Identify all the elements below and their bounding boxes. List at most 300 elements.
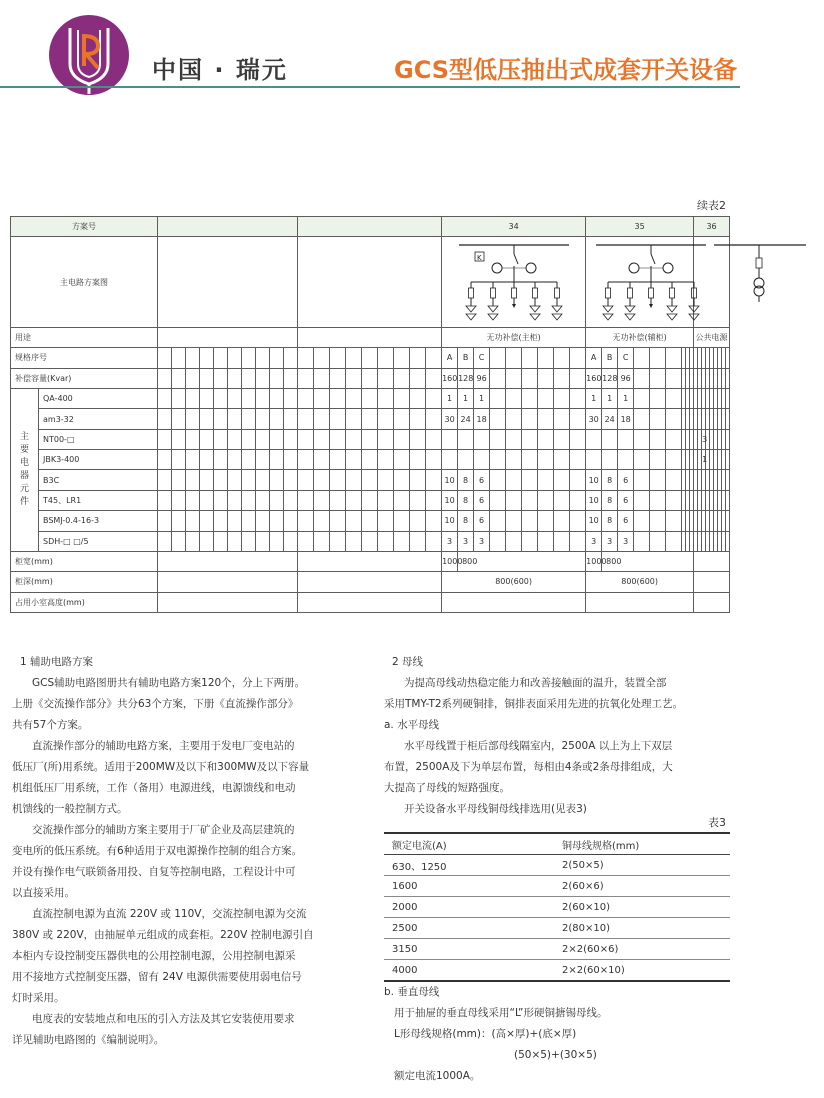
- empty-cell: [228, 389, 242, 409]
- empty-cell: [256, 450, 270, 470]
- empty-cell: [570, 429, 586, 449]
- empty-cell: [725, 490, 729, 510]
- value-cell: 6: [474, 470, 490, 490]
- table-row: [384, 960, 730, 982]
- empty-cell: [330, 409, 346, 429]
- width-value: 800: [602, 551, 694, 571]
- empty-cell: [298, 531, 314, 551]
- value-cell: 160: [442, 368, 458, 388]
- empty-cell: [314, 348, 330, 368]
- empty-cell: [158, 368, 172, 388]
- empty-cell: [725, 511, 729, 531]
- empty-cell: [378, 531, 394, 551]
- rated-current-cell: 2000: [384, 897, 562, 918]
- value-cell: 24: [602, 409, 618, 429]
- empty-cell: [506, 348, 522, 368]
- empty-cell: [200, 368, 214, 388]
- usage-cell: 无功补偿(辅柜): [586, 327, 694, 347]
- empty-cell: [522, 470, 538, 490]
- value-cell: 1: [586, 389, 602, 409]
- depth-row: [11, 572, 730, 592]
- empty-cell: [650, 470, 666, 490]
- text-line: 380V 或 220V，由抽屉单元组成的成套柜。220V 控制电源引自: [12, 929, 314, 941]
- empty-cell: [214, 348, 228, 368]
- empty-cell: [506, 531, 522, 551]
- empty-cell: [346, 348, 362, 368]
- empty-cell: [554, 429, 570, 449]
- empty-cell: [242, 490, 256, 510]
- empty-cell: [298, 450, 314, 470]
- empty-cell: [725, 450, 729, 470]
- text-line: 直流控制电源为直流 220V 或 110V，交流控制电源为交流: [32, 908, 307, 920]
- empty-cell: [586, 592, 694, 612]
- empty-cell: [298, 368, 314, 388]
- value-cell: 6: [618, 511, 634, 531]
- empty-cell: [426, 511, 442, 531]
- empty-cell: [570, 511, 586, 531]
- empty-cell: [666, 348, 682, 368]
- empty-cell: [242, 368, 256, 388]
- empty-cell: [200, 470, 214, 490]
- empty-cell: [314, 429, 330, 449]
- spec-no-label: 规格序号: [11, 348, 158, 368]
- empty-cell: [570, 389, 586, 409]
- empty-cell: [314, 409, 330, 429]
- empty-cell: [554, 511, 570, 531]
- empty-cell: [522, 389, 538, 409]
- empty-cell: [538, 429, 554, 449]
- value-cell: 18: [474, 409, 490, 429]
- empty-cell: [522, 348, 538, 368]
- value-cell: [602, 429, 618, 449]
- empty-cell: [298, 592, 442, 612]
- empty-cell: [506, 470, 522, 490]
- empty-cell: [186, 450, 200, 470]
- main-components-group-label: 主 要 电 器 元 件: [11, 389, 39, 552]
- empty-cell: [522, 409, 538, 429]
- text-line: 水平母线置于柜后部母线隔室内，2500A 以上为上下双层: [404, 740, 673, 752]
- value-cell: 1: [702, 450, 706, 470]
- empty-cell: [228, 531, 242, 551]
- empty-cell: [200, 429, 214, 449]
- empty-cell: [270, 490, 284, 510]
- value-cell: 30: [586, 409, 602, 429]
- empty-cell: [298, 389, 314, 409]
- text-line: 变电所的低压系统。有6种适用于双电源操作控制的组合方案。: [12, 845, 303, 857]
- empty-cell: [650, 450, 666, 470]
- value-cell: B: [602, 348, 618, 368]
- empty-cell: [186, 511, 200, 531]
- empty-cell: [330, 368, 346, 388]
- empty-cell: [346, 490, 362, 510]
- empty-cell: [186, 389, 200, 409]
- vertical-busbar-body: [384, 1003, 730, 1087]
- empty-cell: [634, 368, 650, 388]
- empty-cell: [270, 470, 284, 490]
- empty-cell: [158, 389, 172, 409]
- empty-cell: [172, 409, 186, 429]
- empty-cell: [490, 470, 506, 490]
- width-value: 1000: [586, 551, 602, 571]
- text-line: GCS辅助电路图册共有辅助电路方案120个，分上下两册。: [32, 677, 306, 689]
- empty-cell: [634, 511, 650, 531]
- main-circuit-row: [11, 237, 730, 328]
- empty-cell: [228, 470, 242, 490]
- empty-cell: [650, 348, 666, 368]
- column-header: 额定电流(A): [384, 833, 562, 855]
- empty-cell: [426, 368, 442, 388]
- value-cell: C: [474, 348, 490, 368]
- value-cell: 8: [458, 511, 474, 531]
- usage-cell: 公共电源: [694, 327, 730, 347]
- value-cell: 1: [442, 389, 458, 409]
- empty-cell: [270, 389, 284, 409]
- empty-cell: [666, 470, 682, 490]
- value-cell: 1: [458, 389, 474, 409]
- value-cell: 10: [442, 511, 458, 531]
- empty-cell: [694, 551, 730, 571]
- value-cell: [458, 450, 474, 470]
- value-cell: 8: [602, 490, 618, 510]
- empty-cell: [570, 409, 586, 429]
- text-line: 额定电流1000A。: [394, 1070, 481, 1082]
- value-cell: 3: [474, 531, 490, 551]
- value-cell: 128: [602, 368, 618, 388]
- empty-cell: [378, 348, 394, 368]
- empty-cell: [634, 429, 650, 449]
- empty-cell: [214, 450, 228, 470]
- empty-cell: [410, 389, 426, 409]
- empty-cell: [522, 429, 538, 449]
- empty-cell: [538, 389, 554, 409]
- value-cell: 8: [458, 490, 474, 510]
- empty-cell: [186, 348, 200, 368]
- empty-cell: [538, 531, 554, 551]
- empty-cell: [725, 409, 729, 429]
- value-cell: 8: [602, 511, 618, 531]
- busbar-spec-table: [384, 832, 730, 982]
- table-row: [384, 855, 730, 876]
- empty-cell: [346, 531, 362, 551]
- empty-cell: [270, 531, 284, 551]
- text-line: 机组低压厂用系统，工作（备用）电源进线，电源馈线和电动: [12, 782, 296, 794]
- empty-cell: [172, 389, 186, 409]
- text-line: 详见辅助电路图的《编制说明》。: [12, 1034, 165, 1046]
- component-name: QA-400: [39, 389, 158, 409]
- empty-cell: [394, 368, 410, 388]
- empty-cell: [298, 327, 442, 347]
- ruiyuan-logo: [48, 14, 130, 96]
- value-cell: 1: [474, 389, 490, 409]
- empty-cell: [284, 368, 298, 388]
- empty-cell: [200, 389, 214, 409]
- empty-cell: [314, 470, 330, 490]
- value-cell: 3: [602, 531, 618, 551]
- empty-cell: [538, 409, 554, 429]
- text-line: 上册《交流操作部分》共分63个方案，下册《直流操作部分》: [12, 698, 299, 710]
- empty-cell: [426, 490, 442, 510]
- empty-cell: [346, 450, 362, 470]
- value-cell: [474, 429, 490, 449]
- empty-cell: [394, 470, 410, 490]
- empty-cell: [394, 490, 410, 510]
- empty-cell: [506, 429, 522, 449]
- empty-cell: [442, 592, 586, 612]
- rated-current-cell: 1600: [384, 876, 562, 897]
- empty-cell: [490, 429, 506, 449]
- value-cell: [442, 429, 458, 449]
- empty-cell: [650, 429, 666, 449]
- empty-cell: [666, 531, 682, 551]
- empty-cell: [214, 511, 228, 531]
- value-cell: 6: [474, 490, 490, 510]
- empty-cell: [158, 551, 298, 571]
- empty-cell: [725, 470, 729, 490]
- empty-cell: [158, 572, 298, 592]
- empty-cell: [298, 511, 314, 531]
- empty-cell: [346, 409, 362, 429]
- empty-cell: [554, 389, 570, 409]
- empty-cell: [506, 450, 522, 470]
- empty-cell: [490, 511, 506, 531]
- empty-cell: [186, 409, 200, 429]
- empty-cell: [256, 531, 270, 551]
- empty-cell: [256, 429, 270, 449]
- empty-cell: [378, 429, 394, 449]
- section-heading: 1 辅助电路方案: [20, 656, 94, 668]
- empty-cell: [298, 551, 442, 571]
- empty-cell: [200, 511, 214, 531]
- empty-cell: [346, 470, 362, 490]
- empty-cell: [256, 348, 270, 368]
- empty-cell: [426, 429, 442, 449]
- empty-cell: [362, 429, 378, 449]
- table-row: [384, 897, 730, 918]
- table3-label: 表3: [708, 816, 726, 829]
- main-circuit-label: 主电路方案图: [11, 237, 158, 328]
- empty-cell: [490, 531, 506, 551]
- empty-cell: [214, 429, 228, 449]
- table-row: [384, 918, 730, 939]
- component-row: [11, 511, 730, 531]
- empty-cell: [634, 409, 650, 429]
- empty-cell: [228, 409, 242, 429]
- empty-cell: [570, 470, 586, 490]
- empty-cell: [346, 368, 362, 388]
- empty-cell: [242, 470, 256, 490]
- empty-cell: [158, 327, 298, 347]
- empty-cell: [200, 531, 214, 551]
- empty-cell: [298, 409, 314, 429]
- empty-cell: [172, 348, 186, 368]
- empty-cell: [426, 389, 442, 409]
- text-line: (50×5)+(30×5): [514, 1049, 597, 1061]
- empty-cell: [666, 389, 682, 409]
- empty-cell: [506, 409, 522, 429]
- empty-cell: [554, 348, 570, 368]
- value-cell: 24: [458, 409, 474, 429]
- empty-cell: [214, 389, 228, 409]
- empty-cell: [634, 531, 650, 551]
- value-cell: 8: [602, 470, 618, 490]
- empty-cell: [330, 389, 346, 409]
- empty-cell: [362, 348, 378, 368]
- value-cell: 3: [442, 531, 458, 551]
- empty-cell: [284, 511, 298, 531]
- busbar-intro: [384, 673, 730, 715]
- auxiliary-circuit-section: [12, 652, 357, 1051]
- text-line: 电度表的安装地点和电压的引入方法及其它安装使用要求: [32, 1013, 295, 1025]
- empty-cell: [394, 389, 410, 409]
- empty-cell: [298, 470, 314, 490]
- empty-cell: [242, 450, 256, 470]
- width-label: 柜宽(mm): [11, 551, 158, 571]
- empty-cell: [314, 490, 330, 510]
- value-cell: 3: [618, 531, 634, 551]
- table-header-row: [384, 833, 730, 855]
- compensation-main-diagram: [442, 237, 586, 328]
- section-body: [12, 673, 357, 1051]
- scheme-table: [10, 216, 730, 613]
- empty-cell: [666, 409, 682, 429]
- empty-cell: [394, 348, 410, 368]
- empty-cell: [256, 511, 270, 531]
- component-name: am3-32: [39, 409, 158, 429]
- compensation-label: 补偿容量(Kvar): [11, 368, 158, 388]
- empty-cell: [228, 368, 242, 388]
- text-line: 并设有操作电气联锁备用投、自复等控制电路，工程设计中可: [12, 866, 296, 878]
- component-row: [11, 429, 730, 449]
- empty-cell: [378, 490, 394, 510]
- empty-cell: [228, 348, 242, 368]
- empty-cell: [270, 368, 284, 388]
- compensation-aux-diagram: [586, 237, 694, 328]
- continued-table-label: 续表2: [697, 199, 726, 212]
- empty-cell: [242, 409, 256, 429]
- rated-current-cell: 4000: [384, 960, 562, 982]
- empty-cell: [666, 490, 682, 510]
- text-line: 共有57个方案。: [12, 719, 89, 731]
- empty-cell: [554, 450, 570, 470]
- empty-cell: [158, 217, 298, 237]
- empty-cell: [426, 348, 442, 368]
- empty-cell: [538, 470, 554, 490]
- empty-cell: [666, 368, 682, 388]
- empty-cell: [214, 470, 228, 490]
- empty-cell: [725, 368, 729, 388]
- empty-cell: [214, 490, 228, 510]
- scheme-number: 35: [586, 217, 694, 237]
- text-line: 机馈线的一般控制方式。: [12, 803, 128, 815]
- table-row: [384, 939, 730, 960]
- text-line: 用于抽屉的垂直母线采用“L”形硬铜搪锡母线。: [394, 1007, 608, 1019]
- component-name: JBK3-400: [39, 450, 158, 470]
- empty-cell: [506, 511, 522, 531]
- value-cell: 1: [602, 389, 618, 409]
- empty-cell: [394, 450, 410, 470]
- value-cell: B: [458, 348, 474, 368]
- empty-cell: [158, 470, 172, 490]
- empty-cell: [186, 531, 200, 551]
- empty-cell: [570, 368, 586, 388]
- text-line: 本柜内专设控制变压器供电的公用控制电源，公用控制电源采: [12, 950, 296, 962]
- empty-cell: [228, 429, 242, 449]
- empty-cell: [538, 348, 554, 368]
- text-line: 大提高了母线的短路强度。: [384, 782, 510, 794]
- empty-cell: [490, 368, 506, 388]
- component-row: [11, 470, 730, 490]
- empty-cell: [256, 389, 270, 409]
- empty-cell: [378, 511, 394, 531]
- empty-cell: [186, 490, 200, 510]
- value-cell: A: [586, 348, 602, 368]
- empty-cell: [200, 450, 214, 470]
- component-row: [11, 409, 730, 429]
- value-cell: 18: [618, 409, 634, 429]
- empty-cell: [650, 409, 666, 429]
- empty-cell: [284, 389, 298, 409]
- value-cell: 160: [586, 368, 602, 388]
- empty-cell: [284, 470, 298, 490]
- empty-cell: [426, 450, 442, 470]
- empty-cell: [378, 409, 394, 429]
- empty-cell: [314, 450, 330, 470]
- empty-cell: [242, 348, 256, 368]
- empty-cell: [554, 531, 570, 551]
- empty-cell: [650, 389, 666, 409]
- vertical-busbar-section: [384, 982, 730, 1087]
- empty-cell: [172, 531, 186, 551]
- value-cell: 1: [618, 389, 634, 409]
- empty-cell: [410, 409, 426, 429]
- horizontal-busbar-heading: a. 水平母线: [384, 719, 440, 731]
- empty-cell: [298, 490, 314, 510]
- section-heading: 2 母线: [392, 656, 424, 668]
- empty-cell: [362, 511, 378, 531]
- text-line: 灯时采用。: [12, 992, 65, 1004]
- empty-cell: [394, 409, 410, 429]
- empty-cell: [158, 429, 172, 449]
- empty-cell: [270, 429, 284, 449]
- empty-cell: [172, 368, 186, 388]
- depth-label: 柜深(mm): [11, 572, 158, 592]
- component-name: B3C: [39, 470, 158, 490]
- empty-cell: [330, 490, 346, 510]
- header-rule: [0, 86, 740, 88]
- empty-cell: [242, 429, 256, 449]
- usage-label: 用途: [11, 327, 158, 347]
- empty-cell: [200, 348, 214, 368]
- empty-cell: [158, 592, 298, 612]
- empty-cell: [228, 490, 242, 510]
- empty-cell: [298, 237, 442, 328]
- table-row: [384, 876, 730, 897]
- busbar-spec-cell: 2(50×5): [562, 855, 730, 876]
- empty-cell: [554, 470, 570, 490]
- component-name: NT00-□: [39, 429, 158, 449]
- empty-cell: [522, 368, 538, 388]
- empty-cell: [694, 572, 730, 592]
- empty-cell: [650, 511, 666, 531]
- empty-cell: [725, 531, 729, 551]
- text-line: 为提高母线动热稳定能力和改善接触面的温升，装置全部: [404, 677, 667, 689]
- empty-cell: [200, 409, 214, 429]
- empty-cell: [394, 429, 410, 449]
- empty-cell: [158, 511, 172, 531]
- empty-cell: [330, 429, 346, 449]
- empty-cell: [298, 348, 314, 368]
- empty-cell: [242, 531, 256, 551]
